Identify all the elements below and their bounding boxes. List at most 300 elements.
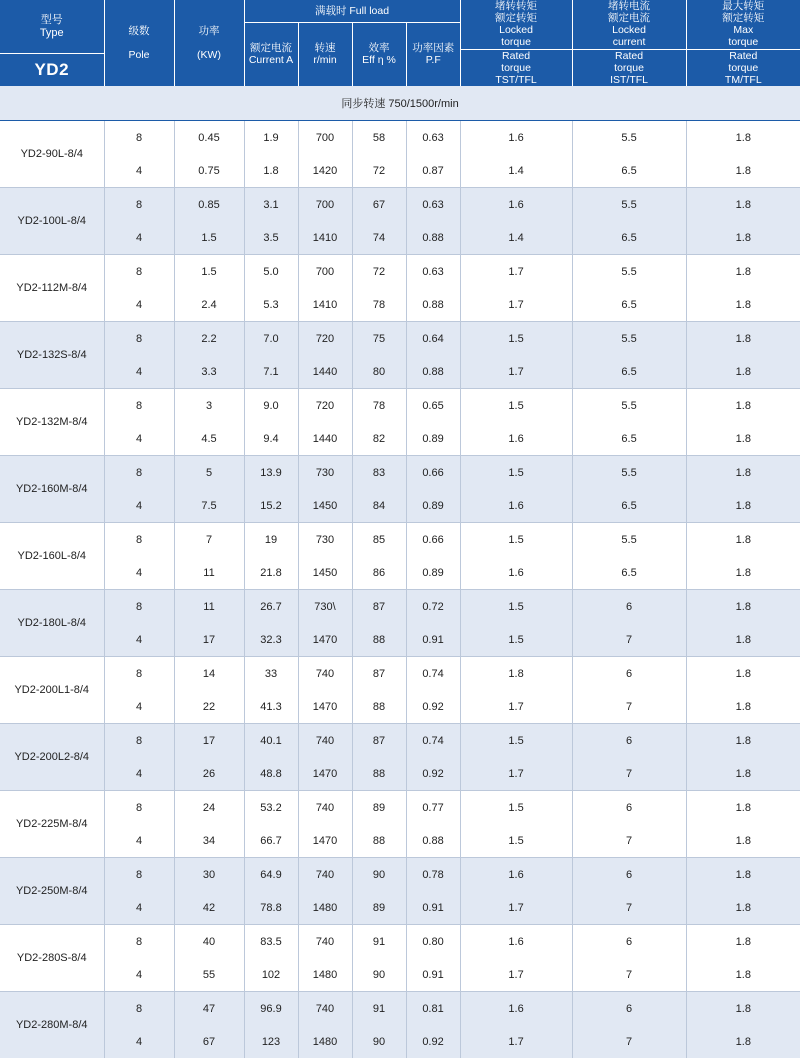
speed-cell: 730 — [298, 456, 352, 490]
table-row — [0, 992, 800, 1026]
power-factor-cell: 0.66 — [406, 456, 460, 490]
pole-cell: 4 — [104, 1025, 174, 1058]
max-torque-cell: 1.8 — [686, 858, 800, 892]
model-cell: YD2-100L-8/4 — [0, 188, 104, 255]
table-row — [0, 724, 800, 758]
locked-torque-cell: 1.7 — [460, 355, 572, 389]
power-cell: 11 — [174, 590, 244, 624]
speed-cell: 740 — [298, 791, 352, 825]
power-cell: 34 — [174, 824, 244, 858]
locked-torque-cell: 1.7 — [460, 1025, 572, 1058]
power-factor-cell: 0.92 — [406, 690, 460, 724]
current-cell: 5.3 — [244, 288, 298, 322]
max-torque-cell: 1.8 — [686, 255, 800, 289]
current-cell: 33 — [244, 657, 298, 691]
pole-cell: 4 — [104, 824, 174, 858]
current-cell: 66.7 — [244, 824, 298, 858]
max-torque-cell: 1.8 — [686, 824, 800, 858]
header-max-torque-l6: torque — [687, 62, 800, 74]
header-pole-cn: 级数 — [105, 25, 174, 37]
current-cell: 3.1 — [244, 188, 298, 222]
locked-torque-cell: 1.5 — [460, 389, 572, 423]
locked-current-cell: 6 — [572, 590, 686, 624]
current-cell: 102 — [244, 958, 298, 992]
pole-cell: 8 — [104, 992, 174, 1026]
current-cell: 9.0 — [244, 389, 298, 423]
pole-cell: 8 — [104, 188, 174, 222]
speed-cell: 1450 — [298, 556, 352, 590]
efficiency-cell: 87 — [352, 590, 406, 624]
speed-cell: 740 — [298, 657, 352, 691]
table-row — [0, 690, 800, 724]
max-torque-cell: 1.8 — [686, 757, 800, 791]
power-factor-cell: 0.89 — [406, 489, 460, 523]
sync-speed-row — [0, 86, 800, 121]
speed-cell: 1480 — [298, 891, 352, 925]
header-speed — [298, 22, 352, 86]
power-cell: 7 — [174, 523, 244, 557]
power-factor-cell: 0.89 — [406, 556, 460, 590]
power-factor-cell: 0.87 — [406, 154, 460, 188]
locked-current-cell: 7 — [572, 690, 686, 724]
power-cell: 17 — [174, 724, 244, 758]
header-max-torque — [686, 0, 800, 86]
max-torque-cell: 1.8 — [686, 121, 800, 155]
current-cell: 41.3 — [244, 690, 298, 724]
efficiency-cell: 88 — [352, 623, 406, 657]
efficiency-cell: 87 — [352, 657, 406, 691]
power-cell: 3.3 — [174, 355, 244, 389]
max-torque-cell: 1.8 — [686, 958, 800, 992]
locked-current-cell: 5.5 — [572, 255, 686, 289]
header-locked-current-l4: current — [573, 36, 686, 48]
pole-cell: 8 — [104, 322, 174, 356]
efficiency-cell: 90 — [352, 1025, 406, 1058]
efficiency-cell: 83 — [352, 456, 406, 490]
speed-cell: 700 — [298, 121, 352, 155]
locked-current-cell: 7 — [572, 623, 686, 657]
pole-cell: 4 — [104, 154, 174, 188]
speed-cell: 1440 — [298, 355, 352, 389]
table-row — [0, 590, 800, 624]
current-cell: 5.0 — [244, 255, 298, 289]
locked-torque-cell: 1.5 — [460, 523, 572, 557]
max-torque-cell: 1.8 — [686, 154, 800, 188]
current-cell: 19 — [244, 523, 298, 557]
model-cell: YD2-90L-8/4 — [0, 121, 104, 188]
header-locked-current — [572, 0, 686, 86]
current-cell: 15.2 — [244, 489, 298, 523]
sync-speed: 同步转速 750/1500r/min — [0, 86, 800, 121]
header-locked-torque-l7: TST/TFL — [461, 74, 572, 86]
power-factor-cell: 0.80 — [406, 925, 460, 959]
header-power — [174, 0, 244, 86]
header-max-torque-l7: TM/TFL — [687, 74, 800, 86]
max-torque-cell: 1.8 — [686, 221, 800, 255]
locked-torque-cell: 1.6 — [460, 925, 572, 959]
power-cell: 2.2 — [174, 322, 244, 356]
header-max-torque-l3: Max — [687, 24, 800, 36]
header-locked-current-l1: 堵转电流 — [573, 0, 686, 12]
header-model — [0, 0, 104, 86]
header-max-torque-l2: 额定转矩 — [687, 12, 800, 24]
current-cell: 96.9 — [244, 992, 298, 1026]
current-cell: 53.2 — [244, 791, 298, 825]
pole-cell: 4 — [104, 690, 174, 724]
model-cell: YD2-280S-8/4 — [0, 925, 104, 992]
header-pf — [406, 22, 460, 86]
header-current-en: Current A — [245, 54, 298, 66]
locked-torque-cell: 1.7 — [460, 958, 572, 992]
current-cell: 1.9 — [244, 121, 298, 155]
header-eff — [352, 22, 406, 86]
locked-current-cell: 7 — [572, 1025, 686, 1058]
power-factor-cell: 0.64 — [406, 322, 460, 356]
power-factor-cell: 0.88 — [406, 355, 460, 389]
max-torque-cell: 1.8 — [686, 322, 800, 356]
efficiency-cell: 67 — [352, 188, 406, 222]
efficiency-cell: 90 — [352, 958, 406, 992]
pole-cell: 4 — [104, 891, 174, 925]
table-row — [0, 121, 800, 155]
locked-current-cell: 7 — [572, 824, 686, 858]
speed-cell: 1470 — [298, 623, 352, 657]
header-locked-torque-l4: torque — [461, 36, 572, 48]
power-factor-cell: 0.91 — [406, 623, 460, 657]
max-torque-cell: 1.8 — [686, 891, 800, 925]
table-row — [0, 188, 800, 222]
header-locked-torque-l2: 额定转矩 — [461, 12, 572, 24]
model-cell: YD2-112M-8/4 — [0, 255, 104, 322]
locked-torque-cell: 1.6 — [460, 992, 572, 1026]
power-factor-cell: 0.77 — [406, 791, 460, 825]
speed-cell: 1420 — [298, 154, 352, 188]
speed-cell: 730\ — [298, 590, 352, 624]
efficiency-cell: 80 — [352, 355, 406, 389]
speed-cell: 1410 — [298, 288, 352, 322]
current-cell: 9.4 — [244, 422, 298, 456]
pole-cell: 4 — [104, 958, 174, 992]
header-current — [244, 22, 298, 86]
max-torque-cell: 1.8 — [686, 389, 800, 423]
locked-current-cell: 5.5 — [572, 188, 686, 222]
table-row — [0, 489, 800, 523]
locked-current-cell: 6 — [572, 724, 686, 758]
pole-cell: 8 — [104, 925, 174, 959]
table-row — [0, 891, 800, 925]
max-torque-cell: 1.8 — [686, 422, 800, 456]
power-factor-cell: 0.66 — [406, 523, 460, 557]
current-cell: 40.1 — [244, 724, 298, 758]
header-model-cn: 型号 — [0, 14, 104, 27]
power-factor-cell: 0.74 — [406, 724, 460, 758]
table-row — [0, 523, 800, 557]
current-cell: 26.7 — [244, 590, 298, 624]
max-torque-cell: 1.8 — [686, 690, 800, 724]
speed-cell: 1410 — [298, 221, 352, 255]
header-pf-en: P.F — [407, 54, 461, 66]
model-cell: YD2-160M-8/4 — [0, 456, 104, 523]
pole-cell: 4 — [104, 288, 174, 322]
table-row — [0, 623, 800, 657]
table-row — [0, 657, 800, 691]
power-cell: 22 — [174, 690, 244, 724]
power-factor-cell: 0.91 — [406, 958, 460, 992]
model-cell: YD2-160L-8/4 — [0, 523, 104, 590]
locked-current-cell: 6.5 — [572, 489, 686, 523]
table-row — [0, 288, 800, 322]
header-locked-torque-l3: Locked — [461, 24, 572, 36]
locked-current-cell: 7 — [572, 958, 686, 992]
locked-torque-cell: 1.5 — [460, 724, 572, 758]
current-cell: 32.3 — [244, 623, 298, 657]
power-factor-cell: 0.63 — [406, 255, 460, 289]
locked-current-cell: 5.5 — [572, 523, 686, 557]
locked-current-cell: 6 — [572, 992, 686, 1026]
power-cell: 14 — [174, 657, 244, 691]
header-model-en: Type — [0, 27, 104, 40]
locked-torque-cell: 1.7 — [460, 757, 572, 791]
header-full-load: 满载时 Full load — [244, 0, 460, 22]
pole-cell: 8 — [104, 523, 174, 557]
speed-cell: 1480 — [298, 958, 352, 992]
power-cell: 3 — [174, 389, 244, 423]
header-locked-current-l7: IST/TFL — [573, 74, 686, 86]
table-row — [0, 791, 800, 825]
power-cell: 1.5 — [174, 221, 244, 255]
power-cell: 1.5 — [174, 255, 244, 289]
max-torque-cell: 1.8 — [686, 657, 800, 691]
speed-cell: 740 — [298, 992, 352, 1026]
pole-cell: 4 — [104, 623, 174, 657]
power-cell: 55 — [174, 958, 244, 992]
header-pf-cn: 功率因素 — [407, 42, 461, 54]
header-locked-torque — [460, 0, 572, 86]
table-row — [0, 389, 800, 423]
speed-cell: 1470 — [298, 690, 352, 724]
max-torque-cell: 1.8 — [686, 523, 800, 557]
power-cell: 0.75 — [174, 154, 244, 188]
header-pole-en: Pole — [105, 49, 174, 61]
current-cell: 48.8 — [244, 757, 298, 791]
power-cell: 24 — [174, 791, 244, 825]
model-cell: YD2-200L2-8/4 — [0, 724, 104, 791]
model-cell: YD2-200L1-8/4 — [0, 657, 104, 724]
locked-torque-cell: 1.7 — [460, 690, 572, 724]
current-cell: 78.8 — [244, 891, 298, 925]
current-cell: 64.9 — [244, 858, 298, 892]
speed-cell: 740 — [298, 925, 352, 959]
header-current-cn: 额定电流 — [245, 42, 298, 54]
speed-cell: 720 — [298, 389, 352, 423]
speed-cell: 720 — [298, 322, 352, 356]
model-cell: YD2-280M-8/4 — [0, 992, 104, 1058]
locked-torque-cell: 1.7 — [460, 288, 572, 322]
locked-current-cell: 6.5 — [572, 422, 686, 456]
power-factor-cell: 0.78 — [406, 858, 460, 892]
locked-current-cell: 5.5 — [572, 389, 686, 423]
locked-current-cell: 6.5 — [572, 221, 686, 255]
efficiency-cell: 91 — [352, 992, 406, 1026]
table-row — [0, 1025, 800, 1058]
table-row — [0, 422, 800, 456]
speed-cell: 1450 — [298, 489, 352, 523]
locked-current-cell: 6 — [572, 858, 686, 892]
power-cell: 4.5 — [174, 422, 244, 456]
locked-torque-cell: 1.6 — [460, 422, 572, 456]
locked-current-cell: 6.5 — [572, 288, 686, 322]
speed-cell: 1470 — [298, 824, 352, 858]
speed-cell: 700 — [298, 255, 352, 289]
pole-cell: 8 — [104, 724, 174, 758]
speed-cell: 730 — [298, 523, 352, 557]
header-max-torque-l5: Rated — [687, 50, 800, 62]
table-row — [0, 154, 800, 188]
locked-current-cell: 6.5 — [572, 154, 686, 188]
current-cell: 7.0 — [244, 322, 298, 356]
pole-cell: 8 — [104, 791, 174, 825]
pole-cell: 8 — [104, 657, 174, 691]
header-power-cn: 功率 — [175, 25, 244, 37]
speed-cell: 740 — [298, 858, 352, 892]
current-cell: 1.8 — [244, 154, 298, 188]
locked-torque-cell: 1.7 — [460, 255, 572, 289]
locked-torque-cell: 1.5 — [460, 590, 572, 624]
efficiency-cell: 85 — [352, 523, 406, 557]
power-cell: 0.45 — [174, 121, 244, 155]
power-cell: 40 — [174, 925, 244, 959]
locked-current-cell: 7 — [572, 757, 686, 791]
table-row — [0, 824, 800, 858]
efficiency-cell: 75 — [352, 322, 406, 356]
locked-torque-cell: 1.7 — [460, 891, 572, 925]
locked-current-cell: 6 — [572, 791, 686, 825]
max-torque-cell: 1.8 — [686, 925, 800, 959]
efficiency-cell: 84 — [352, 489, 406, 523]
locked-torque-cell: 1.6 — [460, 489, 572, 523]
locked-torque-cell: 1.5 — [460, 456, 572, 490]
efficiency-cell: 58 — [352, 121, 406, 155]
locked-current-cell: 6.5 — [572, 556, 686, 590]
max-torque-cell: 1.8 — [686, 724, 800, 758]
header-locked-torque-l6: torque — [461, 62, 572, 74]
header-locked-torque-l5: Rated — [461, 50, 572, 62]
max-torque-cell: 1.8 — [686, 1025, 800, 1058]
pole-cell: 8 — [104, 590, 174, 624]
table-body — [0, 121, 800, 1058]
table-header — [0, 0, 800, 86]
power-cell: 5 — [174, 456, 244, 490]
header-locked-torque-l1: 堵转转矩 — [461, 0, 572, 12]
speed-cell: 1440 — [298, 422, 352, 456]
efficiency-cell: 78 — [352, 288, 406, 322]
efficiency-cell: 89 — [352, 891, 406, 925]
efficiency-cell: 72 — [352, 255, 406, 289]
power-factor-cell: 0.72 — [406, 590, 460, 624]
power-cell: 42 — [174, 891, 244, 925]
header-locked-current-l5: Rated — [573, 50, 686, 62]
locked-current-cell: 6.5 — [572, 355, 686, 389]
power-factor-cell: 0.63 — [406, 121, 460, 155]
current-cell: 83.5 — [244, 925, 298, 959]
speed-cell: 740 — [298, 724, 352, 758]
power-cell: 2.4 — [174, 288, 244, 322]
locked-torque-cell: 1.5 — [460, 623, 572, 657]
speed-cell: 700 — [298, 188, 352, 222]
model-cell: YD2-132S-8/4 — [0, 322, 104, 389]
speed-cell: 1480 — [298, 1025, 352, 1058]
pole-cell: 4 — [104, 757, 174, 791]
table-row — [0, 255, 800, 289]
locked-torque-cell: 1.6 — [460, 121, 572, 155]
max-torque-cell: 1.8 — [686, 489, 800, 523]
power-cell: 0.85 — [174, 188, 244, 222]
max-torque-cell: 1.8 — [686, 456, 800, 490]
header-locked-current-l2: 额定电流 — [573, 12, 686, 24]
power-factor-cell: 0.92 — [406, 1025, 460, 1058]
current-cell: 7.1 — [244, 355, 298, 389]
pole-cell: 4 — [104, 355, 174, 389]
locked-torque-cell: 1.4 — [460, 154, 572, 188]
max-torque-cell: 1.8 — [686, 188, 800, 222]
table-row — [0, 958, 800, 992]
locked-current-cell: 5.5 — [572, 322, 686, 356]
locked-torque-cell: 1.5 — [460, 824, 572, 858]
table-row — [0, 221, 800, 255]
power-cell: 30 — [174, 858, 244, 892]
efficiency-cell: 88 — [352, 690, 406, 724]
power-cell: 17 — [174, 623, 244, 657]
efficiency-cell: 90 — [352, 858, 406, 892]
max-torque-cell: 1.8 — [686, 623, 800, 657]
header-pole — [104, 0, 174, 86]
locked-current-cell: 5.5 — [572, 121, 686, 155]
model-cell: YD2-132M-8/4 — [0, 389, 104, 456]
pole-cell: 4 — [104, 221, 174, 255]
locked-torque-cell: 1.8 — [460, 657, 572, 691]
header-max-torque-l1: 最大转矩 — [687, 0, 800, 12]
speed-cell: 1470 — [298, 757, 352, 791]
power-factor-cell: 0.91 — [406, 891, 460, 925]
header-speed-cn: 转速 — [299, 42, 352, 54]
table-row — [0, 355, 800, 389]
model-cell: YD2-250M-8/4 — [0, 858, 104, 925]
power-factor-cell: 0.63 — [406, 188, 460, 222]
power-factor-cell: 0.88 — [406, 221, 460, 255]
power-factor-cell: 0.88 — [406, 824, 460, 858]
model-cell: YD2-180L-8/4 — [0, 590, 104, 657]
table-row — [0, 925, 800, 959]
current-cell: 21.8 — [244, 556, 298, 590]
header-eff-cn: 效率 — [353, 42, 406, 54]
pole-cell: 8 — [104, 456, 174, 490]
current-cell: 123 — [244, 1025, 298, 1058]
efficiency-cell: 88 — [352, 824, 406, 858]
table-row — [0, 757, 800, 791]
header-speed-en: r/min — [299, 54, 352, 66]
efficiency-cell: 87 — [352, 724, 406, 758]
table-row — [0, 858, 800, 892]
power-factor-cell: 0.74 — [406, 657, 460, 691]
power-factor-cell: 0.81 — [406, 992, 460, 1026]
max-torque-cell: 1.8 — [686, 288, 800, 322]
max-torque-cell: 1.8 — [686, 556, 800, 590]
power-cell: 26 — [174, 757, 244, 791]
pole-cell: 8 — [104, 858, 174, 892]
max-torque-cell: 1.8 — [686, 355, 800, 389]
max-torque-cell: 1.8 — [686, 590, 800, 624]
efficiency-cell: 82 — [352, 422, 406, 456]
